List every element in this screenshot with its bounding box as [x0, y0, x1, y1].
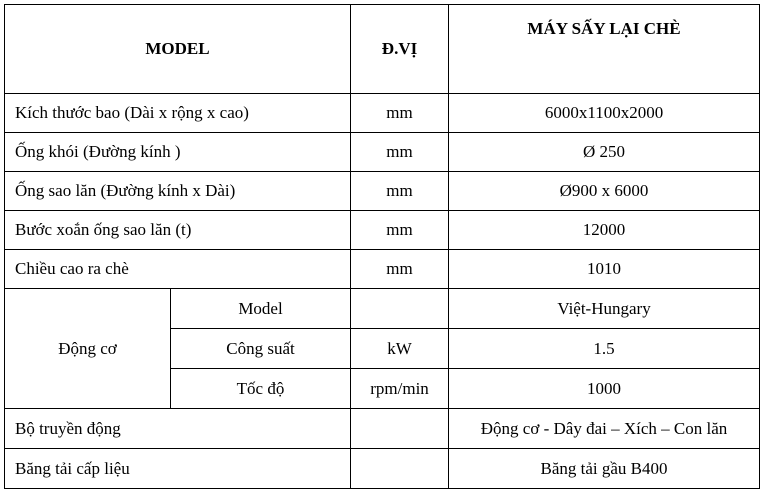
- row-unit: mm: [351, 250, 449, 289]
- row-unit: mm: [351, 211, 449, 250]
- row-label: Băng tải cấp liệu: [5, 449, 351, 489]
- row-label: Bộ truyền động: [5, 409, 351, 449]
- motor-sub-label: Tốc độ: [171, 369, 351, 409]
- row-unit: mm: [351, 133, 449, 172]
- row-label: Chiều cao ra chè: [5, 250, 351, 289]
- table-row: [5, 172, 760, 211]
- table-row: [5, 250, 760, 289]
- table-row: [5, 449, 760, 489]
- header-row: [5, 5, 760, 94]
- motor-sub-label: Model: [171, 289, 351, 329]
- row-unit: mm: [351, 94, 449, 133]
- row-value: 1010: [449, 250, 760, 289]
- row-unit: [351, 409, 449, 449]
- motor-sub-value: 1.5: [449, 329, 760, 369]
- header-model: MODEL: [5, 5, 351, 94]
- motor-sub-unit: [351, 289, 449, 329]
- table-row: [5, 94, 760, 133]
- motor-sub-value: 1000: [449, 369, 760, 409]
- header-machine: MÁY SẤY LẠI CHÈ: [449, 5, 760, 94]
- row-value: 12000: [449, 211, 760, 250]
- row-unit: mm: [351, 172, 449, 211]
- row-unit: [351, 449, 449, 489]
- motor-sub-label: Công suất: [171, 329, 351, 369]
- row-value: 6000x1100x2000: [449, 94, 760, 133]
- motor-sub-value: Việt-Hungary: [449, 289, 760, 329]
- table-row: [5, 133, 760, 172]
- row-value: Động cơ - Dây đai – Xích – Con lăn: [449, 409, 760, 449]
- row-value: Băng tải gầu B400: [449, 449, 760, 489]
- table-row: [5, 409, 760, 449]
- row-value: Ø 250: [449, 133, 760, 172]
- row-value: Ø900 x 6000: [449, 172, 760, 211]
- motor-label: Động cơ: [5, 289, 171, 409]
- row-label: Ống khói (Đường kính ): [5, 133, 351, 172]
- motor-sub-unit: rpm/min: [351, 369, 449, 409]
- row-label: Ống sao lăn (Đường kính x Dài): [5, 172, 351, 211]
- table-row-motor-model: [5, 289, 760, 329]
- row-label: Bước xoắn ống sao lăn (t): [5, 211, 351, 250]
- motor-sub-unit: kW: [351, 329, 449, 369]
- spec-table: [4, 4, 760, 489]
- row-label: Kích thước bao (Dài x rộng x cao): [5, 94, 351, 133]
- table-row: [5, 211, 760, 250]
- header-unit: Đ.VỊ: [351, 5, 449, 94]
